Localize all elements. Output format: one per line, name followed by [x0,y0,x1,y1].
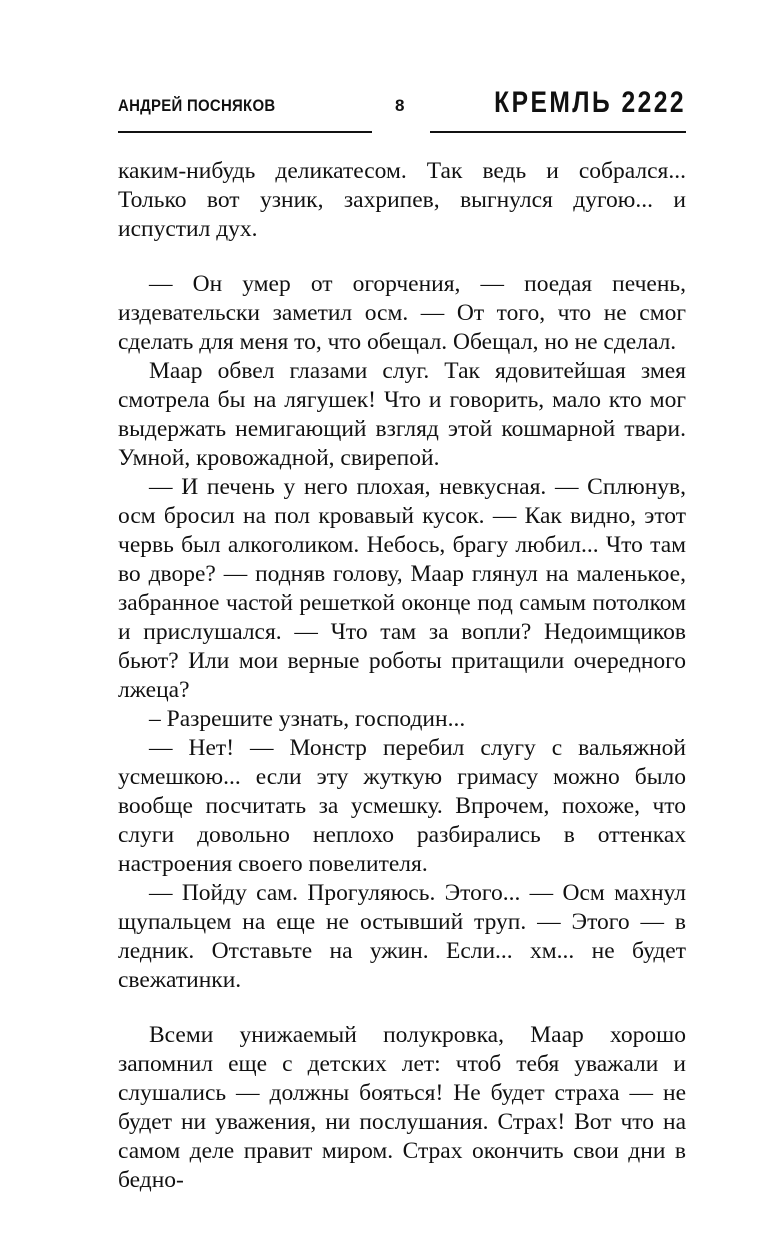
paragraph: – Разрешите узнать, господин... [149,706,466,732]
page-text [118,157,686,1195]
running-header [0,0,768,140]
author-name: АНДРЕЙ ПОСНЯКОВ [118,96,276,115]
paragraph: — Нет! — Монстр перебил слугу с вальяжной усмешкою... если эту жуткую гримасу можно было вообще посчитать за усмешку. Впрочем, похоже, что слуги довольно неплохо разбирались в оттенках настроения своего повелителя. [118,735,686,877]
paragraph: — Он умер от огорчения, — поедая печень, издевательски заметил осм. — От того, что не смог сделать для меня то, что обещал. Обещал, но не сделал. [118,271,686,355]
series-title: КРЕМЛЬ 2222 [494,86,686,119]
paragraph: каким-нибудь деликатесом. Так ведь и собрался... Только вот узник, захрипев, выгнулся дугою... и испустил дух. [118,158,686,242]
paragraph: — Пойду сам. Прогуляюсь. Этого... — Осм махнул щупальцем на еще не остывший труп. — Этого — в ледник. Отставьте на ужин. Если... хм... не будет свежатинки. [118,880,686,993]
paragraph: — И печень у него плохая, невкусная. — Сплюнув, осм бросил на пол кровавый кусок. — Как видно, этот червь был алкоголиком. Небось, брагу любил... Что там во дворе? — подняв голову, Маар глянул на маленькое, забранное частой решеткой оконце под самым потолком и прислушался. — Что там за вопли? Недоимщиков бьют? Или мои верные роботы притащили очередного лжеца? [118,474,686,703]
paragraph: Маар обвел глазами слуг. Так ядовитейшая змея смотрела бы на лягушек! Что и говорить, мало кто мог выдержать немигающий взгляд этой кошмарной твари. Умной, кровожадной, свирепой. [118,358,686,471]
paragraph: Всеми унижаемый полукровка, Маар хорошо запомнил еще с детских лет: чтоб тебя уважали и слушались — должны бояться! Не будет страха — не будет ни уважения, ни послушания. Страх! Вот что на самом деле правит миром. Страх окончить свои дни в бедно- [118,1022,686,1193]
header-rule-left [118,131,372,133]
page-number: 8 [395,96,405,115]
header-rule-right [430,131,686,133]
